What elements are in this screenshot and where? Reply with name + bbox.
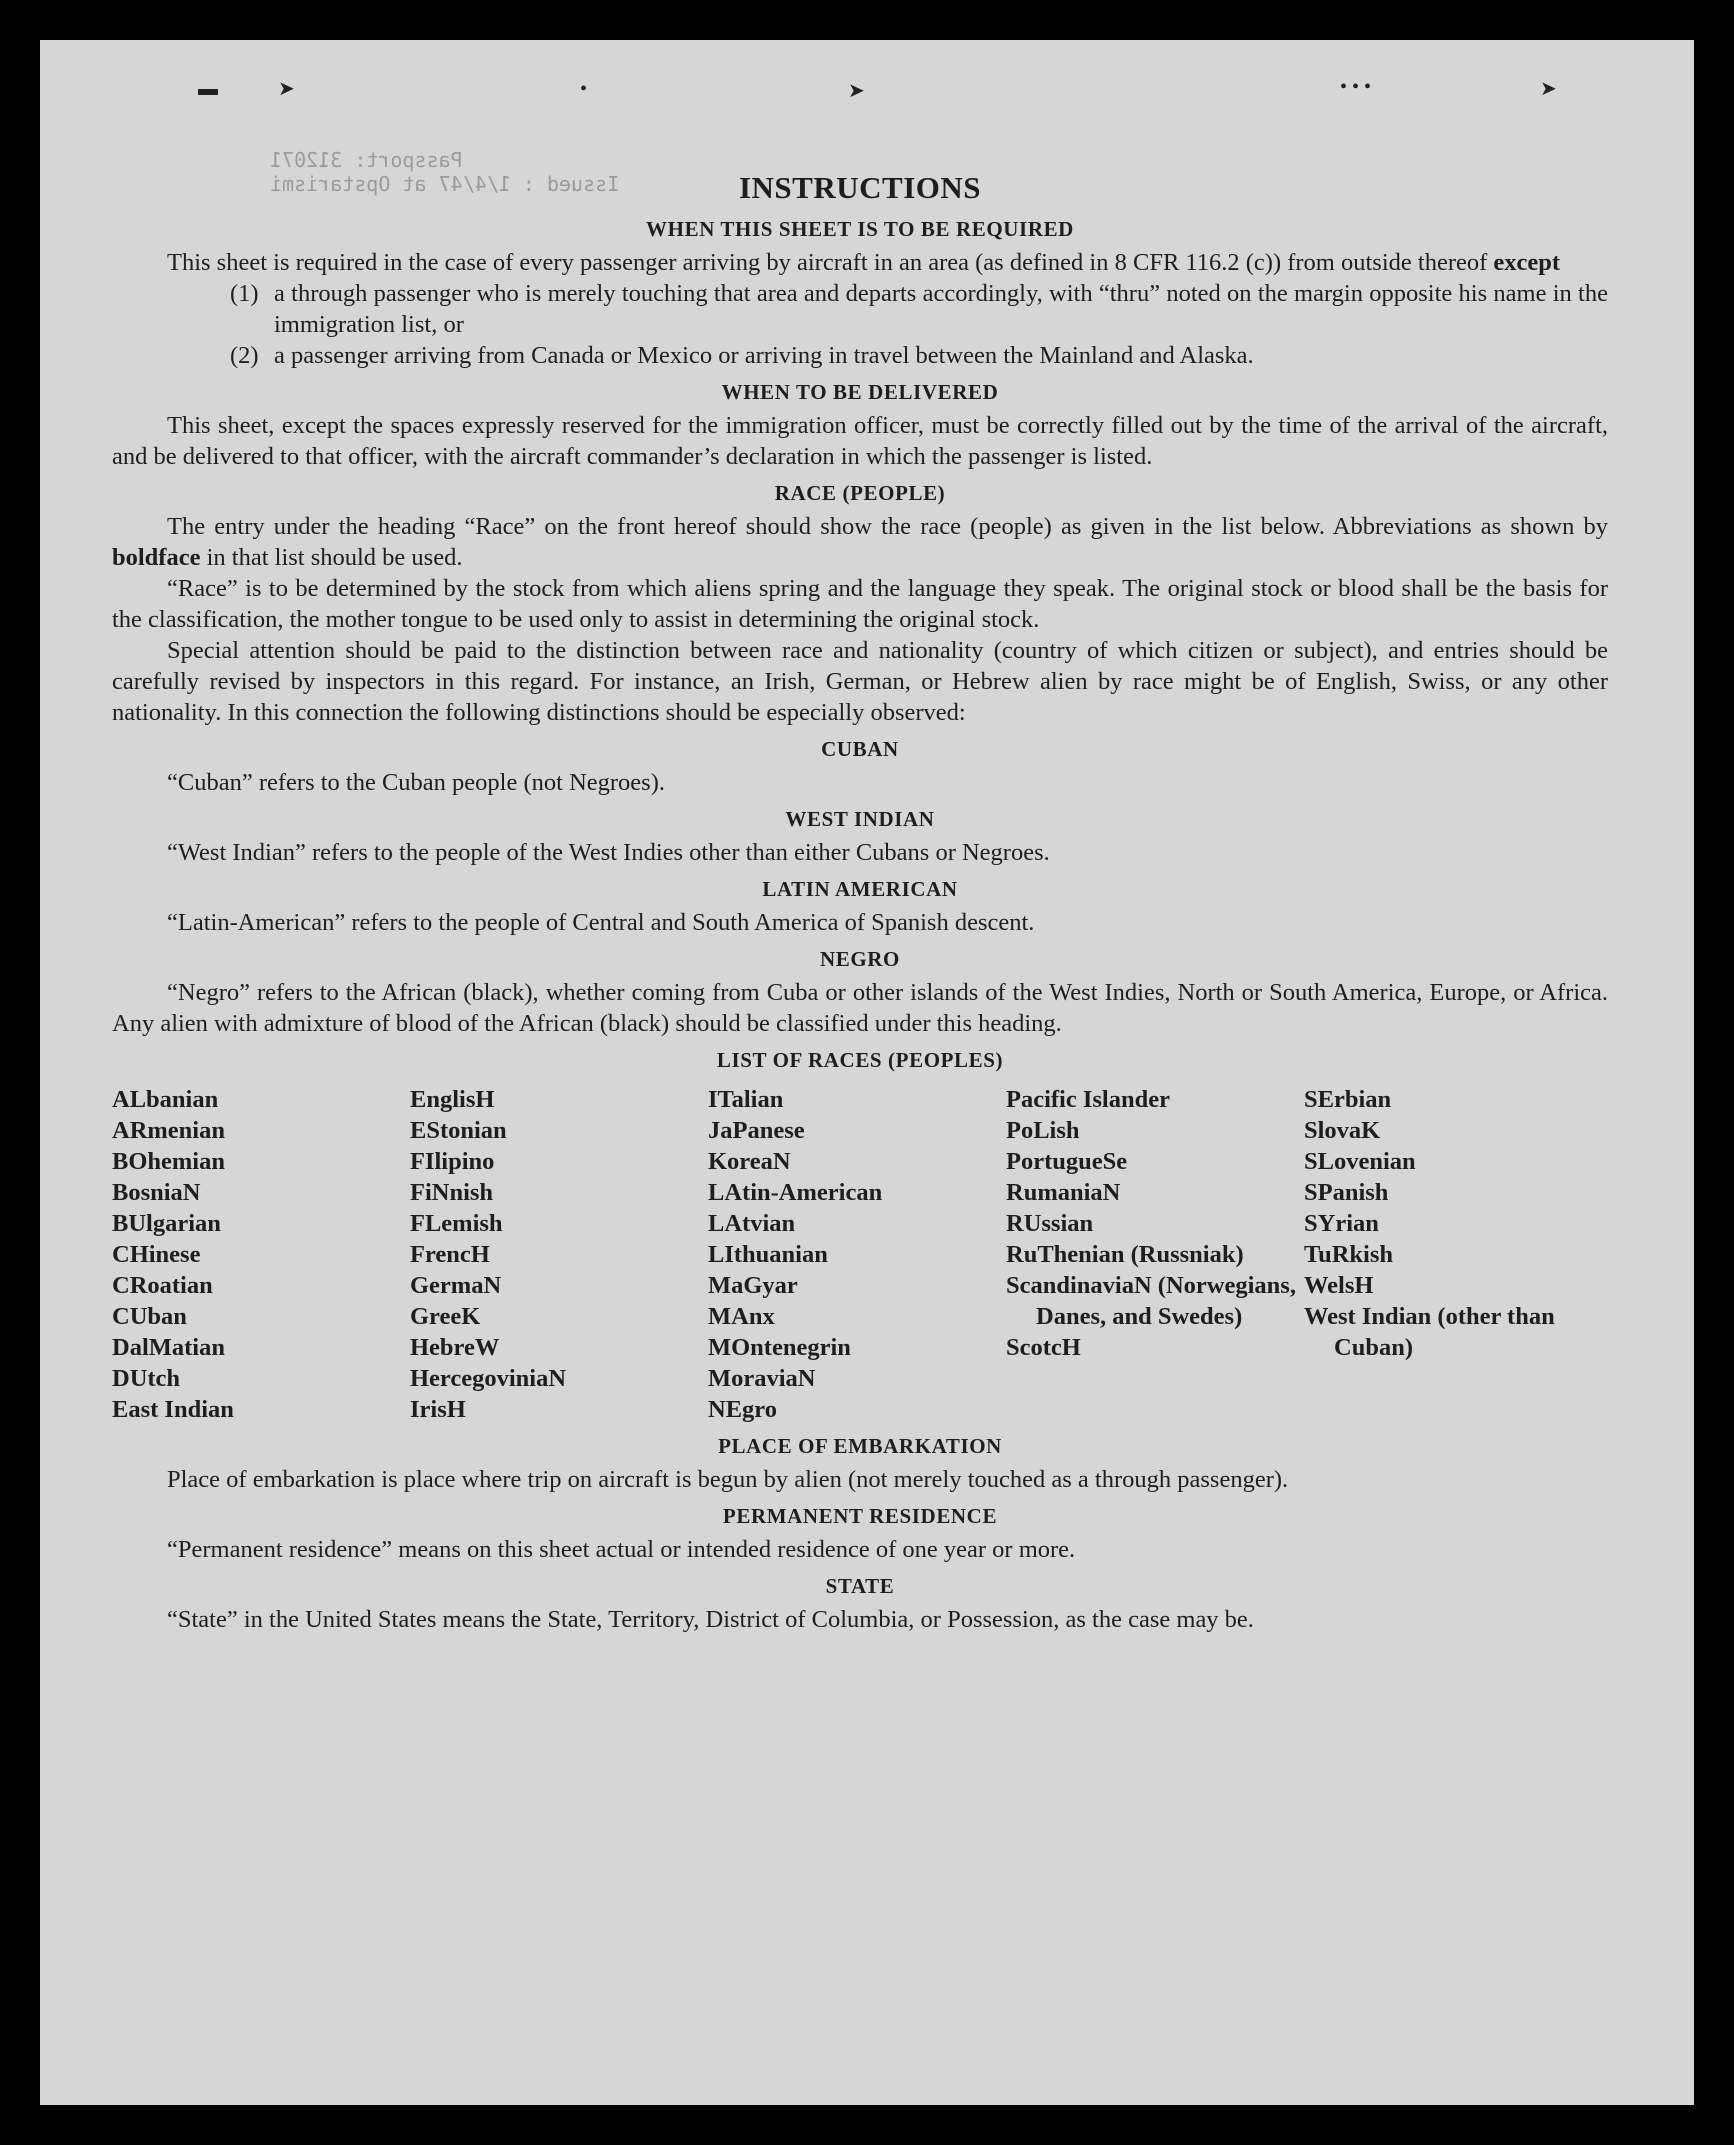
- race-item: FLemish: [410, 1210, 503, 1237]
- race-item: RumaniaN: [1006, 1179, 1121, 1206]
- race-item: BOhemian: [112, 1148, 225, 1175]
- race-item: MAnx: [708, 1303, 775, 1330]
- instructions-content: [112, 168, 1608, 1635]
- race-column: [708, 1084, 1006, 1425]
- section-heading: CUBAN: [821, 737, 899, 761]
- section-heading: LIST OF RACES (PEOPLES): [716, 1048, 1004, 1072]
- section-heading: LATIN AMERICAN: [762, 877, 958, 901]
- paragraph-text: The entry under the heading “Race” on the front hereof should show the race (people) as given in the list below. Abbreviations as shown by: [167, 513, 1608, 540]
- race-item: CHinese: [112, 1241, 201, 1268]
- race-item: EnglisH: [410, 1086, 495, 1113]
- list-item: [112, 340, 1608, 371]
- scan-marks: [40, 40, 1694, 160]
- section-heading: STATE: [825, 1574, 895, 1598]
- race-item: West Indian (other than Cuban): [1304, 1303, 1555, 1361]
- race-item: Pacific Islander: [1006, 1086, 1170, 1113]
- race-item: ARmenian: [112, 1117, 225, 1144]
- race-item: HebreW: [410, 1334, 500, 1361]
- race-item: DalMatian: [112, 1334, 225, 1361]
- race-item: FIlipino: [410, 1148, 495, 1175]
- section-heading: WHEN TO BE DELIVERED: [721, 380, 999, 404]
- paragraph: Special attention should be paid to the distinction between race and nationality (country of which citizen or subject), and entries should be carefully revised by inspectors in this regard. For instance, an Irish, German, or Hebrew alien by race might be of English, Swiss, or any other nationality. In this connection the following distinctions should be especially observed:: [112, 637, 1608, 726]
- race-item: JaPanese: [708, 1117, 805, 1144]
- race-item: ScandinaviaN (Norwegians, Danes, and Swedes): [1006, 1272, 1296, 1330]
- section-heading: PERMANENT RESIDENCE: [722, 1504, 998, 1528]
- race-item: CUban: [112, 1303, 187, 1330]
- item-text: a passenger arriving from Canada or Mexico or arriving in travel between the Mainland and Alaska.: [274, 342, 1254, 369]
- race-item: SPanish: [1304, 1179, 1389, 1206]
- race-item: LAtin-American: [708, 1179, 883, 1206]
- paragraph: “Negro” refers to the African (black), whether coming from Cuba or other islands of the West Indies, North or South America, Europe, or Africa. Any alien with admixture of blood of the African (black) should be classified under this heading.: [112, 979, 1608, 1037]
- race-column: [1304, 1084, 1602, 1425]
- race-item: LAtvian: [708, 1210, 796, 1237]
- ghost-line: Passport: 312071: [270, 148, 463, 172]
- scan-mark: •: [580, 78, 588, 100]
- paragraph: “State” in the United States means the State, Territory, District of Columbia, or Possession, as the case may be.: [167, 1606, 1254, 1633]
- paragraph: [112, 511, 1608, 573]
- paragraph: “Permanent residence” means on this sheet actual or intended residence of one year or more.: [167, 1536, 1076, 1563]
- race-item: LIthuanian: [708, 1241, 828, 1268]
- list-item: [112, 278, 1608, 340]
- race-item: KoreaN: [708, 1148, 791, 1175]
- document-page: [40, 40, 1694, 2105]
- paragraph: “Race” is to be determined by the stock from which aliens spring and the language they speak. The original stock or blood shall be the basis for the classification, the mother tongue to be used only to assist in determining the original stock.: [112, 575, 1608, 633]
- section-heading: WEST INDIAN: [785, 807, 935, 831]
- race-column: [112, 1084, 410, 1425]
- race-item: HercegoviniaN: [410, 1365, 567, 1392]
- paragraph-text: This sheet is required in the case of every passenger arriving by aircraft in an area (as defined in 8 CFR 116.2 (c)) from outside thereof: [167, 249, 1488, 276]
- scan-mark: ➤: [1540, 78, 1557, 100]
- race-item: RuThenian (Russniak): [1006, 1241, 1244, 1268]
- race-item: BosniaN: [112, 1179, 201, 1206]
- race-item: GermaN: [410, 1272, 502, 1299]
- race-item: CRoatian: [112, 1272, 213, 1299]
- race-item: RUssian: [1006, 1210, 1094, 1237]
- race-list: [112, 1084, 1608, 1425]
- section-heading: NEGRO: [819, 947, 900, 971]
- race-item: FrencH: [410, 1241, 490, 1268]
- paragraph: “Cuban” refers to the Cuban people (not Negroes).: [167, 769, 665, 796]
- race-item: East Indian: [112, 1396, 234, 1423]
- race-item: SYrian: [1304, 1210, 1379, 1237]
- item-text: a through passenger who is merely touching that area and departs accordingly, with “thru” noted on the margin opposite his name in the immigration list, or: [274, 280, 1608, 338]
- race-item: IrisH: [410, 1396, 466, 1423]
- item-number: (2): [230, 342, 259, 369]
- race-item: EStonian: [410, 1117, 507, 1144]
- emphasis-text: boldface: [112, 544, 201, 571]
- race-item: PoLish: [1006, 1117, 1080, 1144]
- scan-mark: ➤: [278, 78, 295, 100]
- scan-mark: ▬: [198, 78, 218, 100]
- race-item: ScotcH: [1006, 1334, 1081, 1361]
- page-title: INSTRUCTIONS: [738, 170, 981, 205]
- scan-mark: • • •: [1340, 76, 1372, 98]
- paragraph: Place of embarkation is place where trip on aircraft is begun by alien (not merely touched as a through passenger).: [167, 1466, 1289, 1493]
- race-item: ITalian: [708, 1086, 784, 1113]
- section-heading: WHEN THIS SHEET IS TO BE REQUIRED: [646, 217, 1074, 241]
- race-item: WelsH: [1304, 1272, 1374, 1299]
- race-item: SErbian: [1304, 1086, 1392, 1113]
- race-item: SlovaK: [1304, 1117, 1381, 1144]
- emphasis-text: except: [1493, 249, 1561, 276]
- item-number: (1): [230, 280, 259, 307]
- race-item: FiNnish: [410, 1179, 494, 1206]
- race-item: TuRkish: [1304, 1241, 1394, 1268]
- race-item: ALbanian: [112, 1086, 219, 1113]
- ghost-line: Issued : 1/4/47 at Opstarismi: [270, 172, 620, 196]
- race-column: [410, 1084, 708, 1425]
- scan-mark: ➤: [848, 80, 865, 102]
- race-item: PortugueSe: [1006, 1148, 1128, 1175]
- race-item: MoraviaN: [708, 1365, 816, 1392]
- race-item: DUtch: [112, 1365, 181, 1392]
- paragraph-text: in that list should be used.: [206, 544, 463, 571]
- paragraph: This sheet, except the spaces expressly reserved for the immigration officer, must be correctly filled out by the time of the arrival of the aircraft, and be delivered to that officer, with the aircraft commander’s declaration in which the passenger is listed.: [112, 412, 1608, 470]
- race-item: MaGyar: [708, 1272, 798, 1299]
- race-item: GreeK: [410, 1303, 481, 1330]
- section-heading: RACE (PEOPLE): [774, 481, 946, 505]
- race-item: BUlgarian: [112, 1210, 221, 1237]
- race-column: [1006, 1084, 1304, 1425]
- race-item: MOntenegrin: [708, 1334, 851, 1361]
- paragraph: [112, 247, 1608, 278]
- paragraph: “West Indian” refers to the people of the West Indies other than either Cubans or Negroes.: [167, 839, 1050, 866]
- race-item: NEgro: [708, 1396, 777, 1423]
- paragraph: “Latin-American” refers to the people of Central and South America of Spanish descent.: [167, 909, 1035, 936]
- section-heading: PLACE OF EMBARKATION: [718, 1434, 1002, 1458]
- race-item: SLovenian: [1304, 1148, 1416, 1175]
